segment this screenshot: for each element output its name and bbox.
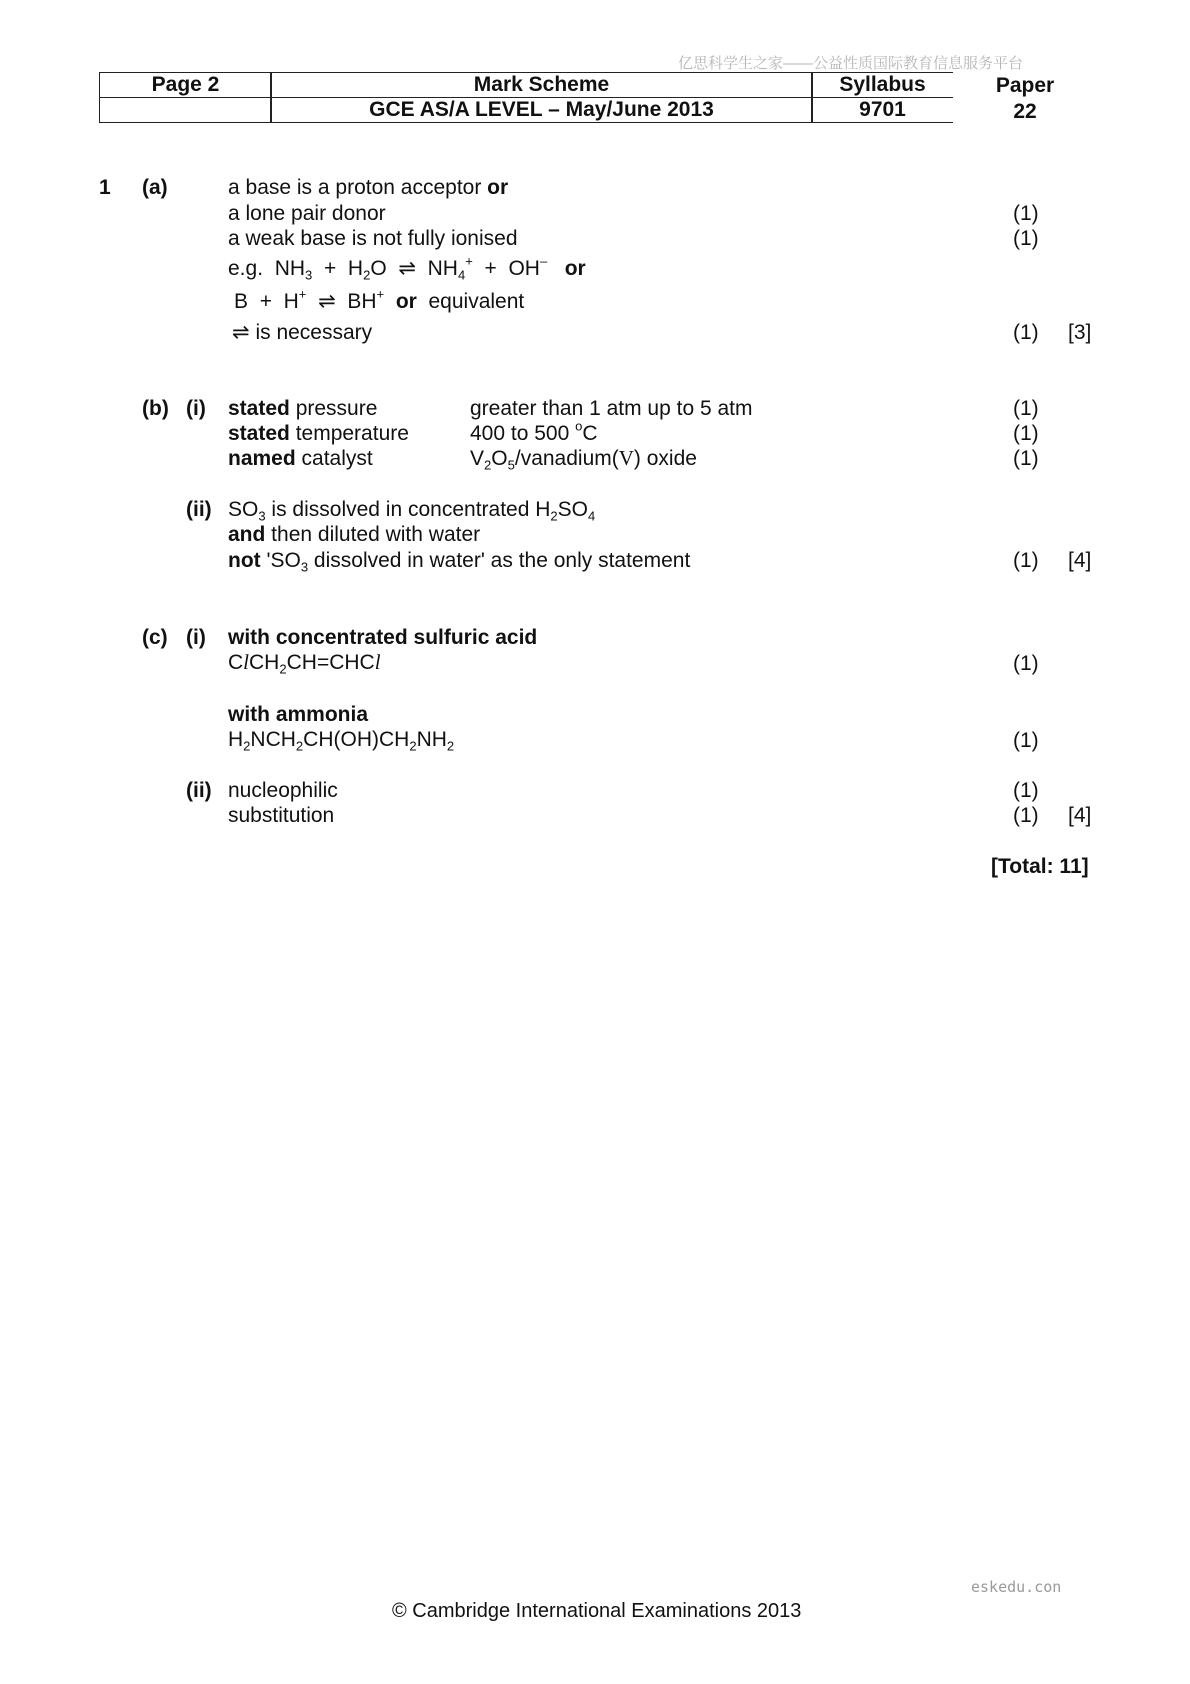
ammonia-product-formula: $H_2NCH_2CH(OH)CH_2NH_2$ xyxy=(228,728,455,754)
question-number: 1 xyxy=(99,176,111,199)
header-title-cell xyxy=(270,72,813,98)
paper-label: Paper xyxy=(995,74,1055,97)
part-a-line3-mark: (1) xyxy=(1013,227,1039,250)
source-watermark: eskedu.con xyxy=(971,1578,1062,1596)
header-syllabus-cell xyxy=(811,72,953,98)
header-empty-cell xyxy=(99,97,272,123)
part-a-label: (a) xyxy=(142,176,168,199)
sulfuric-acid-heading: with concentrated sulfuric acid xyxy=(228,626,538,649)
sulfuric-acid-mark: (1) xyxy=(1013,652,1039,675)
condition-catalyst-mark: (1) xyxy=(1013,447,1039,470)
part-b-label: (b) xyxy=(142,397,169,420)
exam-session: GCE AS/A LEVEL – May/June 2013 xyxy=(369,98,714,121)
part-b-total: [4] xyxy=(1068,549,1092,572)
condition-temperature-mark: (1) xyxy=(1013,422,1039,445)
condition-pressure-label: stated pressure xyxy=(228,397,378,420)
base-protonation-equation: B + H+ ⇌ BH+ or equivalent xyxy=(234,286,525,313)
condition-catalyst-label: named catalyst xyxy=(228,447,373,470)
part-a-line2: a lone pair donor xyxy=(228,202,386,225)
part-a-line6: ⇌ is necessary xyxy=(232,321,373,344)
ammonia-mark: (1) xyxy=(1013,729,1039,752)
part-c-ii-label: (ii) xyxy=(186,779,212,802)
mechanism-substitution: substitution xyxy=(228,804,335,827)
ammonia-equilibrium-equation: e.g. $NH_3 + H_2O$ ⇌ $NH_4^+ + OH^-$ or xyxy=(228,253,586,283)
grand-total: [Total: 11] xyxy=(991,855,1089,878)
header-page-cell xyxy=(99,72,272,98)
watermark-text: 亿思科学生之家——公益性质国际教育信息服务平台 xyxy=(678,55,1024,72)
paper-value: 22 xyxy=(1013,100,1037,123)
part-a-line2-mark: (1) xyxy=(1013,202,1039,225)
sulfuric-acid-product-formula: ClCH$_2$CH=CHCl xyxy=(228,650,381,677)
condition-pressure-mark: (1) xyxy=(1013,397,1039,420)
part-a-line3: a weak base is not fully ionised xyxy=(228,227,518,250)
condition-catalyst-answer: $V_2O_5/vanadium(V)$ oxide xyxy=(470,446,697,473)
part-b-ii-line2: and then diluted with water xyxy=(228,523,481,546)
part-b-i-label: (i) xyxy=(186,397,206,420)
condition-pressure-answer: greater than 1 atm up to 5 atm xyxy=(470,397,753,420)
mechanism-substitution-mark: (1) xyxy=(1013,804,1039,827)
copyright-notice: © Cambridge International Examinations 2013 xyxy=(392,1600,802,1622)
mechanism-nucleophilic-mark: (1) xyxy=(1013,779,1039,802)
part-a-line6-mark: (1) xyxy=(1013,321,1039,344)
ammonia-heading: with ammonia xyxy=(228,703,369,726)
condition-temperature-label: stated temperature xyxy=(228,422,409,445)
page-label: Page 2 xyxy=(151,73,220,96)
part-b-ii-line1: $SO_3$ is dissolved in concentrated $H_2SO_4$ xyxy=(228,498,596,524)
equilibrium-arrow-icon: ⇌ xyxy=(232,321,250,344)
part-c-total: [4] xyxy=(1068,804,1092,827)
header-syllabus-value-cell xyxy=(811,97,953,123)
mechanism-nucleophilic: nucleophilic xyxy=(228,779,338,802)
part-b-ii-line3: not '$SO_3$ dissolved in water' as the only statement xyxy=(228,549,691,575)
part-c-label: (c) xyxy=(142,626,168,649)
header-subtitle-cell xyxy=(270,97,813,123)
syllabus-label: Syllabus xyxy=(839,73,926,96)
part-a-total: [3] xyxy=(1068,321,1092,344)
part-b-ii-mark: (1) xyxy=(1013,549,1039,572)
part-a-line1: a base is a proton acceptor or xyxy=(228,176,509,199)
part-b-ii-label: (ii) xyxy=(186,498,212,521)
condition-temperature-answer: 400 to 500 $^o$C xyxy=(470,418,598,445)
mark-scheme-title: Mark Scheme xyxy=(473,73,610,96)
part-c-i-label: (i) xyxy=(186,626,206,649)
syllabus-value: 9701 xyxy=(859,98,906,121)
